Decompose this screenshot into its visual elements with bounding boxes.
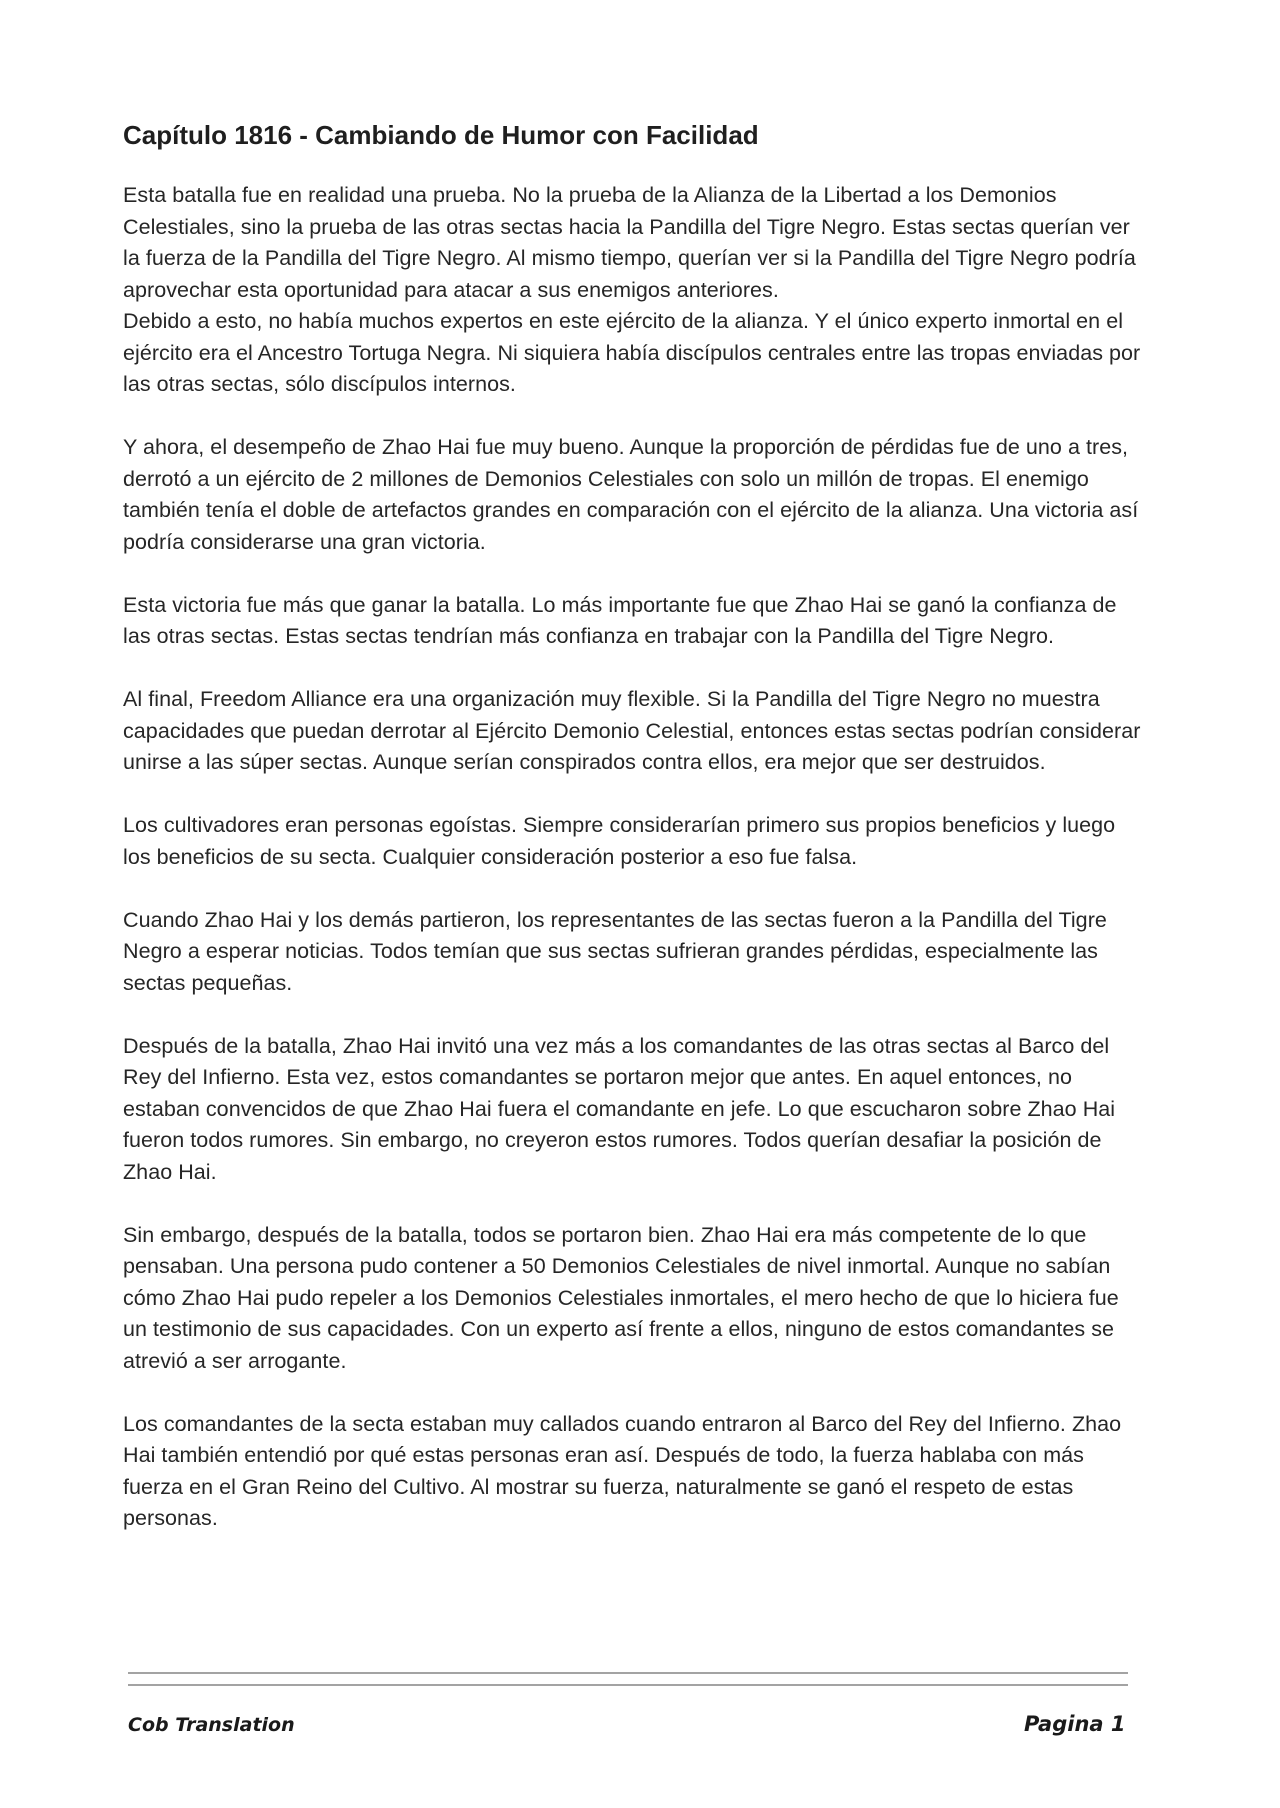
paragraph: Después de la batalla, Zhao Hai invitó una vez más a los comandantes de las otras sectas al Barco del Rey del Infierno. Esta vez, estos comandantes se portaron mejor que antes. En aquel entonces, no estaban convencidos de que Zhao Hai fuera el comandante en jefe. Lo que escucharon sobre Zhao Hai fueron todos rumores. Sin embargo, no creyeron estos rumores. Todos querían desafiar la posición de Zhao Hai. bbox=[123, 1033, 1116, 1184]
paragraph: Debido a esto, no había muchos expertos en este ejército de la alianza. Y el único experto inmortal en el ejército era el Ancestro Tortuga Negra. Ni siquiera había discípulos centrales entre las tropas enviadas por las otras sectas, sólo discípulos internos. bbox=[123, 309, 1141, 396]
paragraph: Cuando Zhao Hai y los demás partieron, los representantes de las sectas fueron a la Pandilla del Tigre Negro a esperar noticias. Todos temían que sus sectas sufrieran grandes pérdidas, especialmente las sectas pequeñas. bbox=[123, 907, 1107, 995]
footer-divider-top bbox=[128, 1672, 1128, 1674]
chapter-title: Capítulo 1816 - Cambiando de Humor con Facilidad bbox=[123, 120, 759, 150]
footer-divider-bottom bbox=[128, 1684, 1128, 1686]
document-body bbox=[123, 118, 1143, 1566]
paragraph: Los cultivadores eran personas egoístas. Siempre considerarían primero sus propios beneficios y luego los beneficios de su secta. Cualquier consideración posterior a eso fue falsa. bbox=[123, 813, 1116, 869]
paragraph: Esta victoria fue más que ganar la batalla. Lo más importante fue que Zhao Hai se ganó la confianza de las otras sectas. Estas sectas tendrían más confianza en trabajar con la Pandilla del Tigre Negro. bbox=[123, 592, 1117, 648]
paragraph: Al final, Freedom Alliance era una organización muy flexible. Si la Pandilla del Tigre Negro no muestra capacidades que puedan derrotar al Ejército Demonio Celestial, entonces estas sectas podrían considerar unirse a las súper sectas. Aunque serían conspirados contra ellos, era mejor que ser destruidos. bbox=[123, 687, 1141, 774]
paragraph: Sin embargo, después de la batalla, todos se portaron bien. Zhao Hai era más competente de lo que pensaban. Una persona pudo contener a 50 Demonios Celestiales de nivel inmortal. Aunque no sabían cómo Zhao Hai pudo repeler a los Demonios Celestiales inmortales, el mero hecho de que lo hiciera fue un testimonio de sus capacidades. Con un experto así frente a ellos, ninguno de estos comandantes se atrevió a ser arrogante. bbox=[123, 1222, 1119, 1373]
footer-translator-credit: Cob Translation bbox=[128, 1714, 295, 1736]
footer-page-number: Pagina 1 bbox=[1024, 1712, 1126, 1736]
paragraph: Esta batalla fue en realidad una prueba. No la prueba de la Alianza de la Libertad a los Demonios Celestiales, sino la prueba de las otras sectas hacia la Pandilla del Tigre Negro. Estas sectas querían ver la fuerza de la Pandilla del Tigre Negro. Al mismo tiempo, querían ver si la Pandilla del Tigre Negro podría aprovechar esta oportunidad para atacar a sus enemigos anteriores. bbox=[123, 183, 1136, 302]
paragraph: Los comandantes de la secta estaban muy callados cuando entraron al Barco del Rey del Infierno. Zhao Hai también entendió por qué estas personas eran así. Después de todo, la fuerza hablaba con más fuerza en el Gran Reino del Cultivo. Al mostrar su fuerza, naturalmente se ganó el respeto de estas personas. bbox=[123, 1411, 1122, 1530]
paragraph: Y ahora, el desempeño de Zhao Hai fue muy bueno. Aunque la proporción de pérdidas fue de uno a tres, derrotó a un ejército de 2 millones de Demonios Celestiales con solo un millón de tropas. El enemigo también tenía el doble de artefactos grandes en comparación con el ejército de la alianza. Una victoria así podría considerarse una gran victoria. bbox=[123, 435, 1139, 554]
